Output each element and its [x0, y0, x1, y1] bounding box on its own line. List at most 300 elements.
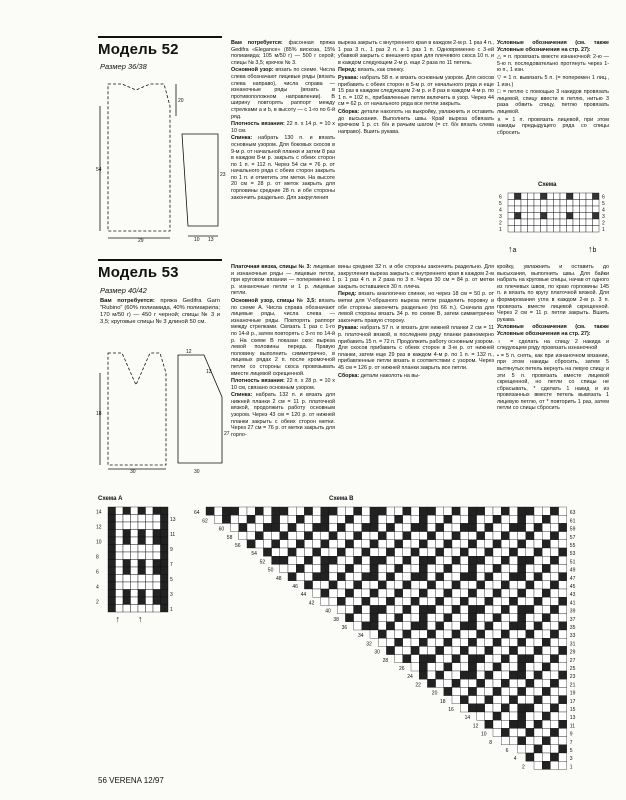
chart-cell — [313, 564, 321, 572]
chart-cell — [526, 679, 534, 687]
row-number-left: 64 — [194, 510, 200, 517]
chart-cell — [403, 622, 411, 630]
chart-cell — [542, 507, 550, 515]
chart-cell — [131, 575, 139, 583]
chart-cell — [378, 548, 386, 556]
chart-cell — [146, 515, 154, 523]
chart-cell — [485, 696, 493, 704]
chart-cell — [468, 540, 476, 548]
chart-cell — [493, 573, 501, 581]
chart-cell — [444, 679, 452, 687]
chart-cell — [419, 589, 427, 597]
chart-cell — [542, 589, 550, 597]
chart-cell — [395, 589, 403, 597]
chart-cell — [477, 646, 485, 654]
chart-cell — [485, 507, 493, 515]
chart-cell — [477, 540, 485, 548]
chart-cell — [452, 605, 460, 613]
chart-cell — [146, 605, 154, 613]
chart-cell — [560, 193, 567, 200]
chart-cell — [146, 537, 154, 545]
chart-cell — [345, 605, 353, 613]
chart-cell — [518, 605, 526, 613]
chart-cell — [541, 226, 548, 233]
chart-cell — [534, 687, 542, 695]
chart-cell — [580, 200, 587, 207]
chart-cell — [337, 597, 345, 605]
chart-cell — [427, 581, 435, 589]
chart-cell — [304, 564, 312, 572]
chart-cell — [509, 573, 517, 581]
row-number-left: 2 — [96, 599, 99, 606]
chart-cell — [395, 532, 403, 540]
chart-cell — [452, 663, 460, 671]
chart-cell — [280, 564, 288, 572]
chart-cell — [296, 507, 304, 515]
chart-cell — [559, 597, 567, 605]
chart-cell — [550, 753, 558, 761]
chart-cell — [247, 507, 255, 515]
chart-cell — [436, 605, 444, 613]
chart-cell — [501, 737, 509, 745]
chart-cell — [501, 614, 509, 622]
model53-text-col2: Платочная вязка, спицы № 3: лицевые и изнаночные ряды — лицевые петли, при круговом вязании — попеременно 1 р. изнаночные петли и 1 р. лицевые петли. Основной узор, спицы № 3,5: вязать по схеме A. Числа справа обозначают лицевые ряды, числа слева — изнаночные ряды. Повторять раппорт между стрелками. Связать 1 раз с 1-го по 14-й р., затем повторять с 3-го по 14-й р. На схеме B показан скос выреза левой половины переда. Правую половину выполнить симметрично, в лицевых рядах 2 п. после кромочной петли со стороны скоса провязывать вместе лицевой скрещенной. Плотность вязания: 22 п. x 28 р. = 10 x 10 см, связано основным узором. Спинка: набрать 132 п. и вязать для нижней планки 2 см = 11 р. платочной вязкой, продолжить работу основным узором. Через 43 см = 120 р. от нижней планки закрыть с обеих сторон метки. Через 27 см = 76 р. от метки закрыть для горло- — [231, 264, 336, 438]
chart-cell — [272, 532, 280, 540]
chart-cell — [521, 213, 528, 220]
chart-cell — [534, 696, 542, 704]
chart-cell — [559, 663, 567, 671]
chart-cell — [468, 687, 476, 695]
chart-cell — [123, 515, 131, 523]
chart-cell — [321, 581, 329, 589]
chart-cell — [354, 581, 362, 589]
chart-cell — [559, 761, 567, 769]
chart-cell — [534, 523, 542, 531]
chart-cell — [493, 548, 501, 556]
chart-cell — [370, 573, 378, 581]
chart-cell — [345, 507, 353, 515]
chart-cell — [116, 590, 124, 598]
chart-cell — [541, 193, 548, 200]
chart-cell — [493, 712, 501, 720]
chart-cell — [559, 630, 567, 638]
chart-cell — [403, 523, 411, 531]
chart-cell — [468, 704, 476, 712]
chart-cell — [460, 671, 468, 679]
chart-cell — [395, 523, 403, 531]
row-number-right: 27 — [569, 657, 576, 664]
chart-cell — [468, 696, 476, 704]
chart-cell — [131, 597, 139, 605]
chart-cell — [550, 737, 558, 745]
chart-cell — [518, 589, 526, 597]
chart-cell — [354, 540, 362, 548]
chart-cell — [108, 522, 116, 530]
chart-cell — [444, 646, 452, 654]
chart-cell — [526, 614, 534, 622]
chart-cell — [518, 704, 526, 712]
chart-cell — [153, 515, 161, 523]
chart-cell — [534, 605, 542, 613]
row-number-right: 1 — [569, 764, 573, 771]
chart-cell — [378, 523, 386, 531]
chart-cell — [296, 548, 304, 556]
chart-cell — [518, 712, 526, 720]
chart-cell — [468, 507, 476, 515]
chart-cell — [138, 582, 146, 590]
chart-cell — [501, 515, 509, 523]
chart-cell — [161, 575, 169, 583]
chart-cell — [550, 589, 558, 597]
chart-cell — [403, 605, 411, 613]
chart-cell — [370, 597, 378, 605]
chart-cell — [378, 564, 386, 572]
chart-cell — [460, 638, 468, 646]
chart-cell — [436, 679, 444, 687]
chart-cell — [123, 537, 131, 545]
chart-cell — [526, 548, 534, 556]
legend-item: ▽ = 1 п. вывязать 5 п. (= поперемен 1 лиц., 1 изн.) — [497, 74, 609, 88]
chart-cell — [116, 515, 124, 523]
row-number-right: 13 — [569, 715, 576, 722]
chart-cell — [362, 573, 370, 581]
chart-cell — [534, 753, 542, 761]
chart-cell — [153, 560, 161, 568]
model52-dim-height: 54 — [96, 167, 102, 173]
row-number-right: 2 — [602, 220, 605, 227]
chart-cell — [493, 655, 501, 663]
chart-cell — [542, 712, 550, 720]
chart-cell — [255, 532, 263, 540]
chart-cell — [116, 545, 124, 553]
chart-cell — [528, 193, 535, 200]
row-number-right: 33 — [569, 633, 576, 640]
row-number-left: 22 — [415, 682, 421, 689]
chart-cell — [123, 545, 131, 553]
chart-cell — [468, 523, 476, 531]
chart-cell — [395, 630, 403, 638]
chart-cell — [108, 507, 116, 515]
chart-cell — [378, 614, 386, 622]
chart-cell — [263, 515, 271, 523]
chart-cell — [528, 206, 535, 213]
chart-cell — [468, 581, 476, 589]
chart-cell — [534, 655, 542, 663]
chart-cell — [518, 622, 526, 630]
chart-cell — [468, 589, 476, 597]
chart-cell — [427, 515, 435, 523]
chart-cell — [123, 507, 131, 515]
chart-cell — [280, 548, 288, 556]
chart-cell — [403, 581, 411, 589]
row-number-right: 43 — [569, 592, 576, 599]
chart-cell — [567, 219, 574, 226]
chart-cell — [509, 687, 517, 695]
chart-cell — [123, 530, 131, 538]
chart-cell — [550, 646, 558, 654]
chart-cell — [509, 540, 517, 548]
chart-cell — [427, 663, 435, 671]
chart-cell — [378, 515, 386, 523]
row-number-right: 39 — [569, 608, 576, 615]
chart-cell — [403, 630, 411, 638]
chart-cell — [493, 728, 501, 736]
chart-cell — [560, 226, 567, 233]
chart-cell — [460, 589, 468, 597]
chart-cell — [337, 573, 345, 581]
chart-cell — [419, 581, 427, 589]
model53-dim-top: 12 — [186, 349, 192, 355]
chart-cell — [477, 548, 485, 556]
row-number-left: 20 — [431, 690, 438, 697]
chart-cell — [395, 605, 403, 613]
chart-cell — [493, 630, 501, 638]
chart-cell — [345, 573, 353, 581]
chart-cell — [288, 556, 296, 564]
row-number-right: 9 — [170, 547, 173, 553]
chart-cell — [550, 556, 558, 564]
chart-cell — [485, 573, 493, 581]
chart-cell — [541, 219, 548, 226]
chart-cell — [345, 556, 353, 564]
chart-cell — [419, 548, 427, 556]
chart-cell — [247, 540, 255, 548]
chart-cell — [288, 548, 296, 556]
model52-size: Размер 36/38 — [100, 62, 147, 71]
chart-cell — [395, 638, 403, 646]
chart-cell — [534, 638, 542, 646]
chart-cell — [427, 507, 435, 515]
chart-cell — [231, 507, 239, 515]
chart-cell — [485, 712, 493, 720]
chart-cell — [138, 605, 146, 613]
chart-cell — [296, 540, 304, 548]
model52-text-col1 — [231, 40, 335, 240]
row-number-left: 14 — [96, 509, 102, 516]
model53-dim-height: 18 — [96, 411, 102, 417]
chart-cell — [509, 507, 517, 515]
chart-cell — [477, 589, 485, 597]
chart-cell — [247, 523, 255, 531]
chart-cell — [477, 655, 485, 663]
chart-cell — [493, 540, 501, 548]
chart-cell — [468, 605, 476, 613]
chart-cell — [313, 523, 321, 531]
chart-cell — [370, 605, 378, 613]
chart-cell — [542, 638, 550, 646]
chart-cell — [272, 556, 280, 564]
chart-cell — [280, 515, 288, 523]
chart-cell — [131, 560, 139, 568]
chart-cell — [395, 564, 403, 572]
chart-cell — [460, 523, 468, 531]
chart-cell — [501, 728, 509, 736]
chart-cell — [460, 597, 468, 605]
chart-cell — [403, 597, 411, 605]
chart-cell — [329, 573, 337, 581]
chart-cell — [485, 548, 493, 556]
chart-cell — [542, 614, 550, 622]
chart-cell — [386, 605, 394, 613]
chart-cell — [501, 671, 509, 679]
row-number-left: 18 — [440, 698, 446, 705]
chart-cell — [116, 597, 124, 605]
chart-cell — [255, 515, 263, 523]
chart-cell — [296, 532, 304, 540]
chart-cell — [509, 515, 517, 523]
model52-para: выреза закрыть с внутреннего края в каждом 2-м р. 1 раз 4 п., 1 раз 3 п., 1 раз 2 п. и 1 раз 1 п. Одновременно с 3-ей убавкой закрыть с внешнего края для плечевого скоса 10 п. и в каждом следующем 2-м р. еще 2 раза по 11 петель. — [338, 40, 494, 66]
chart-cell — [501, 507, 509, 515]
chart-cell — [468, 630, 476, 638]
chart-cell — [509, 679, 517, 687]
row-number-right: 23 — [569, 674, 576, 681]
chart-cell — [288, 573, 296, 581]
chart-cell — [542, 532, 550, 540]
chart-cell — [370, 540, 378, 548]
chart-cell — [395, 614, 403, 622]
chart-cell — [550, 745, 558, 753]
chart-cell — [395, 655, 403, 663]
chart-cell — [493, 720, 501, 728]
chart-cell — [138, 567, 146, 575]
chart-cell — [518, 728, 526, 736]
row-number-left: 24 — [407, 674, 413, 681]
chart-cell — [337, 532, 345, 540]
chart-cell — [239, 532, 247, 540]
row-number-left: 14 — [464, 715, 471, 722]
chart-cell — [222, 507, 230, 515]
row-number-left: 60 — [218, 526, 225, 533]
row-number-right: 7 — [170, 562, 173, 568]
chart-cell — [108, 590, 116, 598]
chart-cell — [477, 622, 485, 630]
chart-cell — [427, 630, 435, 638]
chart-cell — [485, 646, 493, 654]
chart-cell — [526, 696, 534, 704]
chart-cell — [321, 564, 329, 572]
chart-cell — [313, 573, 321, 581]
chart-cell — [526, 663, 534, 671]
chart-cell — [542, 728, 550, 736]
chart-cell — [411, 581, 419, 589]
row-number-left: 48 — [276, 575, 282, 582]
chart-cell — [460, 532, 468, 540]
chart-cell — [485, 622, 493, 630]
chart-cell — [123, 575, 131, 583]
chart-cell — [485, 556, 493, 564]
row-number-left: 10 — [96, 539, 102, 546]
chart-cell — [468, 573, 476, 581]
chart-cell — [427, 614, 435, 622]
model52-para: Перед: вязать, как спинку. — [338, 67, 405, 74]
chart-cell — [485, 704, 493, 712]
chart-cell — [501, 597, 509, 605]
chart-cell — [521, 206, 528, 213]
chart-cell — [460, 515, 468, 523]
chart-cell — [370, 556, 378, 564]
chart-cell — [559, 745, 567, 753]
chart-cell — [550, 507, 558, 515]
chart-cell — [419, 556, 427, 564]
chart-cell — [378, 581, 386, 589]
chart-cell — [542, 687, 550, 695]
row-number-left: 1 — [499, 227, 502, 233]
chart-cell — [214, 507, 222, 515]
chart-cell — [131, 552, 139, 560]
chart-cell — [493, 704, 501, 712]
chart-cell — [354, 556, 362, 564]
chart-cell — [403, 573, 411, 581]
chart-cell — [509, 564, 517, 572]
chart-cell — [329, 548, 337, 556]
chart-cell — [550, 663, 558, 671]
chart-cell — [501, 655, 509, 663]
chart-cell — [411, 630, 419, 638]
chart-cell — [526, 630, 534, 638]
chart-cell — [206, 507, 214, 515]
chart-cell — [131, 507, 139, 515]
chart-cell — [146, 545, 154, 553]
chart-cell — [559, 515, 567, 523]
chart-cell — [370, 564, 378, 572]
chart-cell — [550, 548, 558, 556]
chart-cell — [153, 605, 161, 613]
chart-cell — [515, 226, 522, 233]
model52-title: Модель 52 — [98, 41, 179, 58]
chart-cell — [518, 614, 526, 622]
chart-cell — [452, 679, 460, 687]
chart-cell — [116, 567, 124, 575]
chart-cell — [460, 663, 468, 671]
chart-cell — [313, 540, 321, 548]
row-number-right: 5 — [569, 748, 573, 754]
chart-cell — [123, 597, 131, 605]
model52-dim-width: 29 — [138, 238, 144, 244]
chart-cell — [534, 761, 542, 769]
chart-cell — [593, 226, 600, 233]
chart-cell — [419, 507, 427, 515]
chart-cell — [108, 537, 116, 545]
chart-cell — [116, 530, 124, 538]
row-number-right: 31 — [569, 641, 576, 648]
chart-cell — [138, 575, 146, 583]
chart-cell — [534, 219, 541, 226]
chart-cell — [123, 567, 131, 575]
chart-cell — [146, 582, 154, 590]
chart-cell — [108, 560, 116, 568]
chart-cell — [354, 548, 362, 556]
chart-cell — [521, 193, 528, 200]
chart-cell — [528, 213, 535, 220]
chart-cell — [452, 556, 460, 564]
chart-cell — [108, 552, 116, 560]
chart-cell — [559, 646, 567, 654]
chart-cell — [427, 655, 435, 663]
chart-cell — [263, 507, 271, 515]
chart-cell — [354, 622, 362, 630]
row-number-right: 57 — [569, 534, 576, 541]
chart-cell — [131, 582, 139, 590]
chart-cell — [501, 712, 509, 720]
chart-cell — [518, 663, 526, 671]
chart-cell — [345, 564, 353, 572]
chart-cell — [477, 671, 485, 679]
chart-cell — [362, 548, 370, 556]
chart-cell — [485, 540, 493, 548]
chart-cell — [580, 206, 587, 213]
chart-cell — [378, 556, 386, 564]
chart-cell — [321, 573, 329, 581]
